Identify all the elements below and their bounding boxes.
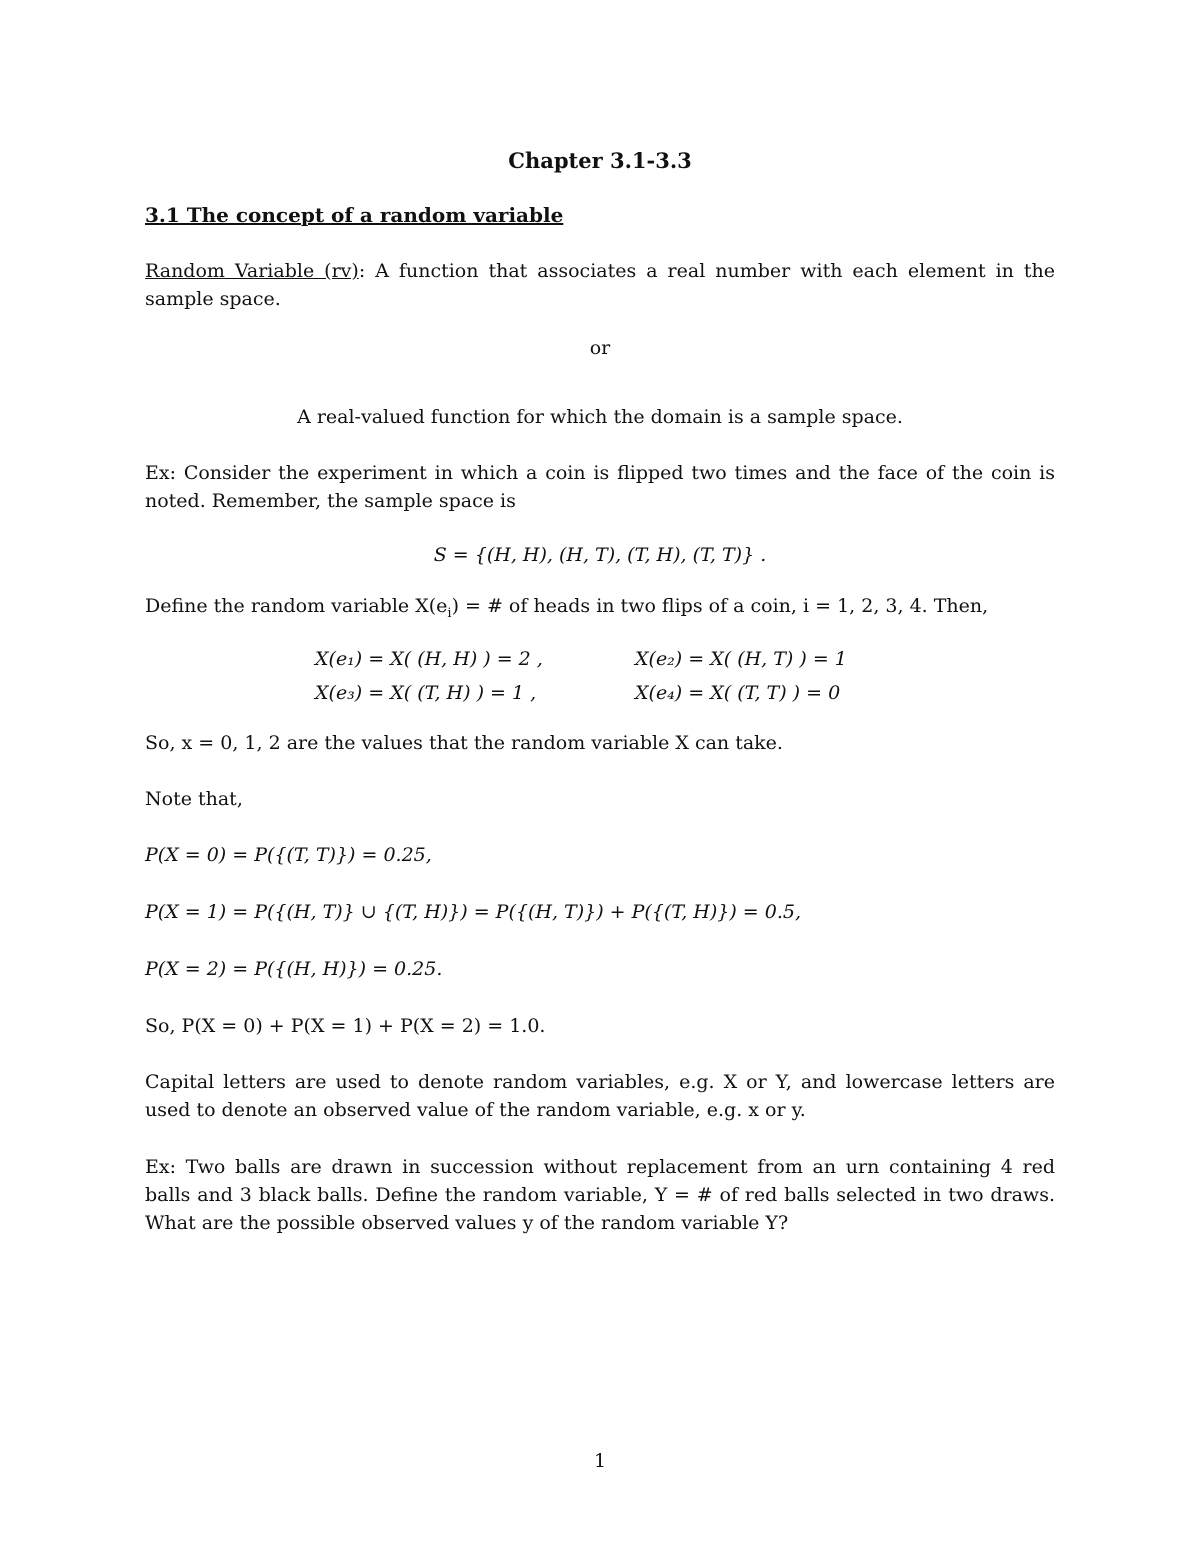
notation-paragraph: Capital letters are used to denote random variables, e.g. X or Y, and lowercase letters are used to denote an observed value of the random variable, e.g. x or y.	[145, 1071, 1055, 1121]
page-number: 1	[593, 1450, 607, 1472]
example-1-text: Ex: Consider the experiment in which a coin is flipped two times and the face of the coin is noted. Remember, the sample space is	[145, 462, 1055, 512]
alternate-definition: A real-valued function for which the domain is a sample space.	[297, 406, 903, 428]
equation-e2: X(e₂) = X( (H, T) ) = 1	[635, 648, 847, 670]
definition-term: Random Variable (rv)	[145, 260, 359, 282]
equation-grid	[315, 642, 915, 710]
chapter-title: Chapter 3.1-3.3	[508, 148, 692, 173]
definition-text: : A function that associates a real number with each element in the sample space.	[145, 260, 1055, 310]
probability-x1: P(X = 1) = P({(H, T)} ∪ {(T, H)}) = P({(H, T)}) + P({(T, H)}) = 0.5,	[145, 901, 802, 923]
or-separator: or	[589, 337, 611, 359]
values-statement: So, x = 0, 1, 2 are the values that the random variable X can take.	[145, 732, 783, 754]
probability-sum: So, P(X = 0) + P(X = 1) + P(X = 2) = 1.0.	[145, 1015, 546, 1037]
probability-x2: P(X = 2) = P({(H, H)}) = 0.25.	[145, 958, 443, 980]
definition-paragraph	[145, 257, 1055, 313]
equation-row	[315, 676, 915, 710]
equation-e1: X(e₁) = X( (H, H) ) = 2 ,	[315, 648, 543, 670]
sample-space-equation: S = {(H, H), (H, T), (T, H), (T, T)} .	[433, 544, 767, 566]
define-random-variable: Define the random variable $X(e_i)$ = # of heads in two flips of a coin, i = 1, 2, 3, 4. Then,	[145, 595, 989, 621]
note-that: Note that,	[145, 788, 243, 810]
equation-e3: X(e₃) = X( (T, H) ) = 1 ,	[315, 682, 537, 704]
section-heading: 3.1 The concept of a random variable	[145, 203, 564, 227]
probability-x0: P(X = 0) = P({(T, T)}) = 0.25,	[145, 844, 432, 866]
example-2-text: Ex: Two balls are drawn in succession without replacement from an urn containing 4 red balls and 3 black balls. Define the random variable, Y = # of red balls selected in two draws. What are the possible observed values y of the random variable Y?	[145, 1156, 1055, 1234]
equation-e4: X(e₄) = X( (T, T) ) = 0	[635, 682, 841, 704]
equation-row	[315, 642, 915, 676]
